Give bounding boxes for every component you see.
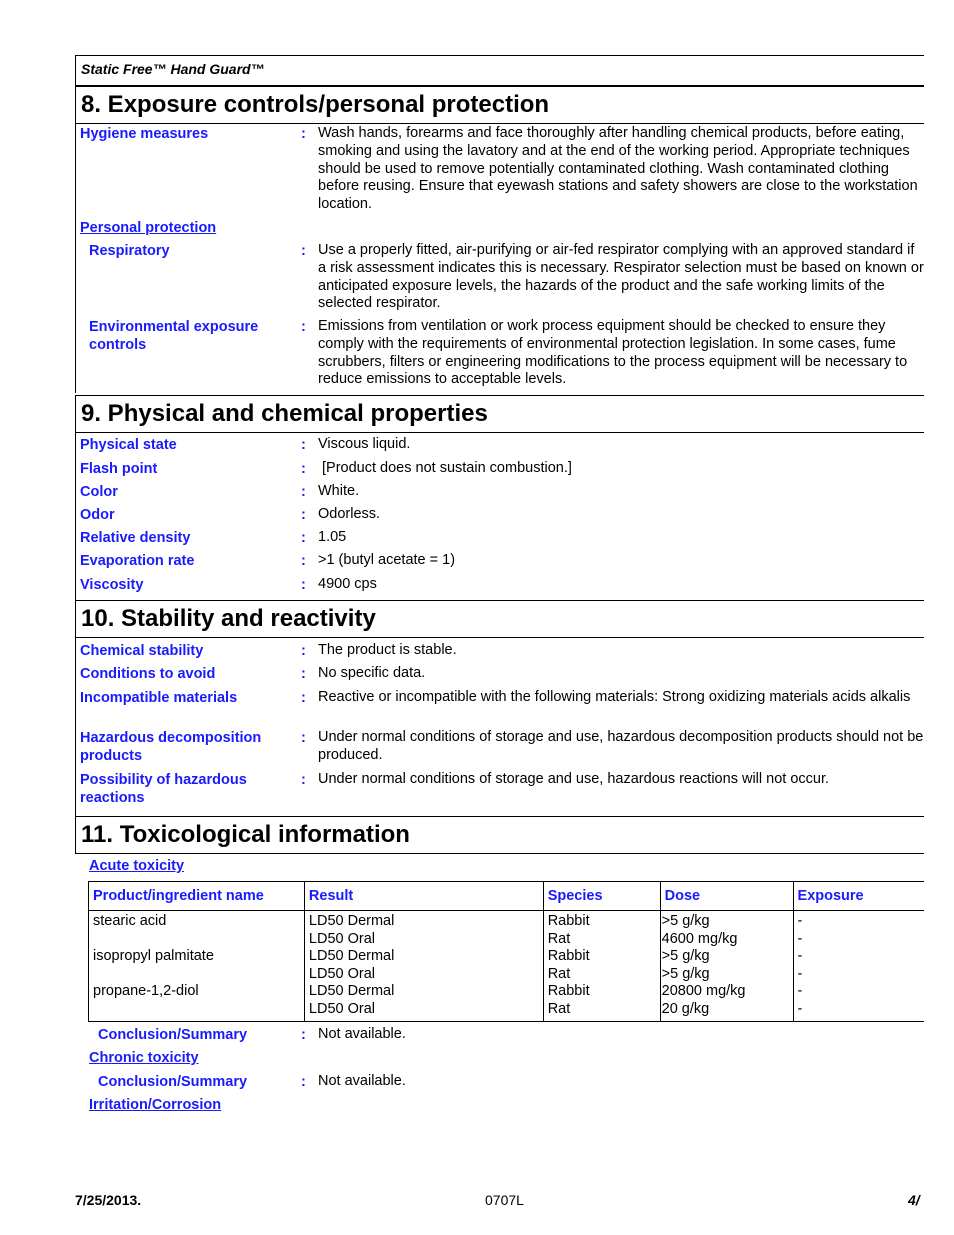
dose-value: >5 g/kg [661,913,710,929]
table-header-row [89,882,925,911]
hazardous-reactions-label-line1: Possibility of hazardous [80,772,247,788]
section-9-title: 9. Physical and chemical properties [75,395,924,433]
acute-toxicity-heading: Acute toxicity [89,858,185,874]
product-name: Static Free™ Hand Guard™ [81,61,265,77]
ingredient-name: stearic acid [93,913,167,929]
colon: : [301,126,306,142]
species-value: Rabbit [547,913,590,929]
hygiene-text: Wash hands, forearms and face thoroughly after handling chemical products, before eating, smoking and using the lavatory and at the end of the working period. Appropriate techniques should be used to remove potentially contaminated clothing. Wash contaminated clothing before reusing. Ensure that eyewash stations and safety showers are close to the workstation location. [318,125,918,213]
respiratory-text: Use a properly fitted, air-purifying or air-fed respirator complying with an approved standard if a risk assessment indicates this is necessary. Respirator selection must be based on known or anticipated exposure levels, the hazards of the product and the safe working limits of the selected respirator. [318,242,924,312]
colon: : [301,484,306,500]
conditions-to-avoid-value: No specific data. [318,665,426,681]
evaporation-rate-value: >1 (butyl acetate = 1) [318,552,456,568]
species-value: Rabbit [547,948,590,965]
hazardous-reactions-label [80,771,247,807]
exposure-value: - [797,983,803,1000]
footer-page: 4/ [908,1192,920,1208]
section-10-title: 10. Stability and reactivity [75,600,924,638]
dose-value: 4600 mg/kg [661,930,738,947]
evaporation-rate-label: Evaporation rate [80,553,195,569]
personal-protection-heading: Personal protection [80,220,217,236]
section-11-title: 11. Toxicological information [75,816,924,854]
species-value: Rat [547,930,571,947]
result-value: LD50 Dermal [308,948,395,965]
viscosity-value: 4900 cps [318,576,377,592]
colon: : [301,461,306,477]
respiratory-label: Respiratory [89,243,170,259]
dose-value: >5 g/kg [661,965,710,982]
exposure-value: - [797,913,803,929]
colon: : [301,507,306,523]
colon: : [301,690,306,706]
dose-value: >5 g/kg [661,948,710,965]
exposure-value: - [797,1000,803,1017]
ingredient-cell [89,911,305,1022]
colon: : [301,553,306,569]
result-value: LD50 Oral [308,930,375,947]
colon: : [301,319,306,335]
column-header: Species [543,882,660,911]
section-8-left-rule [75,124,76,393]
ingredient-name: propane-1,2-diol [93,983,199,1000]
exposure-value: - [797,948,803,965]
hazardous-reactions-label-line2: reactions [80,790,145,806]
exposure-value: - [797,965,803,982]
column-header: Exposure [793,882,924,911]
footer-code: 0707L [485,1192,524,1208]
odor-value: Odorless. [318,506,381,522]
conclusion-summary-value: Not available. [318,1026,406,1042]
dose-value: 20800 mg/kg [661,983,746,1000]
table-row [89,911,925,1022]
species-value: Rat [547,965,571,982]
species-value: Rabbit [547,983,590,1000]
irritation-corrosion-heading: Irritation/Corrosion [89,1097,222,1113]
relative-density-value: 1.05 [318,529,347,545]
section-9-left-rule [75,433,76,600]
acute-toxicity-table [88,881,924,1022]
physical-state-label: Physical state [80,437,177,453]
env-exposure-label [89,318,258,354]
hazardous-decomposition-label-line1: Hazardous decomposition [80,730,262,746]
exposure-value: - [797,930,803,947]
color-label: Color [80,484,118,500]
dose-value: 20 g/kg [661,1000,710,1017]
chemical-stability-value: The product is stable. [318,642,457,658]
result-value: LD50 Oral [308,965,375,982]
section-10-left-rule [75,638,76,816]
hygiene-label: Hygiene measures [80,126,209,142]
chemical-stability-label: Chemical stability [80,643,204,659]
hazardous-reactions-value: Under normal conditions of storage and use, hazardous reactions will not occur. [318,771,830,787]
document-header [75,55,924,86]
colon: : [301,1074,306,1090]
relative-density-label: Relative density [80,530,191,546]
colon: : [301,772,306,788]
result-value: LD50 Dermal [308,983,395,1000]
hazardous-decomposition-value: Under normal conditions of storage and use, hazardous decomposition products should not be produced. [318,729,924,763]
exposure-cell [793,911,924,1022]
incompatible-materials-label: Incompatible materials [80,690,238,706]
ingredient-name: isopropyl palmitate [93,948,214,965]
colon: : [301,666,306,682]
viscosity-label: Viscosity [80,577,144,593]
column-header: Product/ingredient name [89,882,305,911]
species-cell [543,911,660,1022]
column-header: Result [304,882,543,911]
colon: : [301,1027,306,1043]
colon: : [301,437,306,453]
dose-cell [660,911,793,1022]
hazardous-decomposition-label [80,729,261,765]
conclusion-summary-label-2: Conclusion/Summary [98,1074,248,1090]
section-8-title: 8. Exposure controls/personal protection [75,86,924,124]
conditions-to-avoid-label: Conditions to avoid [80,666,216,682]
color-value: White. [318,483,360,499]
colon: : [301,730,306,746]
env-exposure-text: Emissions from ventilation or work process equipment should be checked to ensure they comply with the requirements of environmental protection legislation. In some cases, fume scrubbers, filters or engineering modifications to the process equipment will be necessary to reduce emissions to acceptable levels. [318,318,908,388]
flash-point-value: [Product does not sustain combustion.] [318,460,572,476]
conclusion-summary-value-2: Not available. [318,1073,406,1089]
chronic-toxicity-heading: Chronic toxicity [89,1050,199,1066]
colon: : [301,577,306,593]
flash-point-label: Flash point [80,461,158,477]
column-header: Dose [660,882,793,911]
env-exposure-label-line1: Environmental exposure [89,319,259,335]
species-value: Rat [547,1000,571,1017]
result-value: LD50 Oral [308,1000,375,1017]
hazardous-decomposition-label-line2: products [80,748,143,764]
colon: : [301,243,306,259]
colon: : [301,530,306,546]
env-exposure-label-line2: controls [89,337,147,353]
incompatible-materials-value: Reactive or incompatible with the following materials: Strong oxidizing materials acids alkalis [318,689,911,705]
conclusion-summary-label: Conclusion/Summary [98,1027,248,1043]
result-value: LD50 Dermal [308,913,395,929]
footer-date: 7/25/2013. [75,1192,142,1208]
result-cell [304,911,543,1022]
physical-state-value: Viscous liquid. [318,436,411,452]
odor-label: Odor [80,507,115,523]
colon: : [301,643,306,659]
